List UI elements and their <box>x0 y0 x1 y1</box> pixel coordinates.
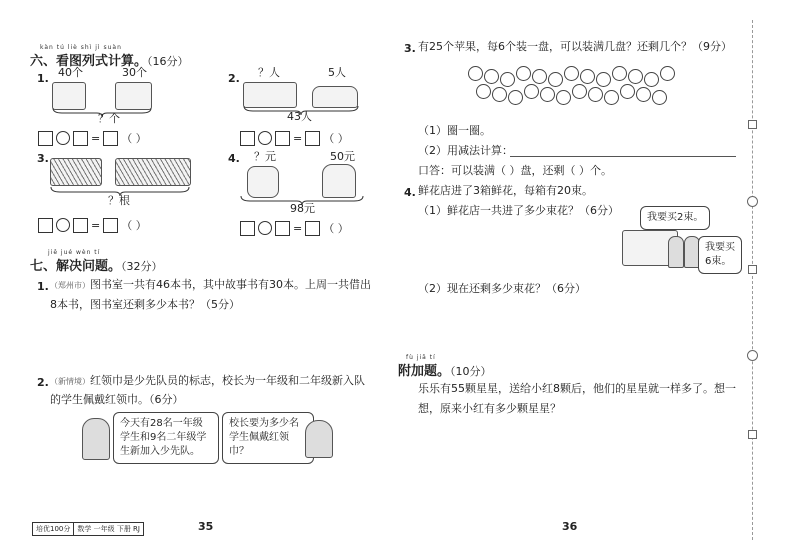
apple-icon <box>524 84 539 99</box>
apple-icon <box>636 87 651 102</box>
answer-box[interactable] <box>38 218 53 233</box>
answer-box[interactable] <box>275 221 290 236</box>
page-number-left: 35 <box>198 520 214 533</box>
q2-label-b: 5人 <box>328 66 346 79</box>
operator-circle[interactable] <box>56 218 70 232</box>
p1-text-line2: 8本书，图书室还剩多少本书？（5分） <box>50 298 240 311</box>
apple-icon <box>492 87 507 102</box>
q4-label-b: 50元 <box>330 150 355 163</box>
q3-total: ？根 <box>108 194 130 207</box>
apple-icon <box>532 69 547 84</box>
operator-circle[interactable] <box>258 131 272 145</box>
extra-text-line2: 想，原来小红有多少颗星星？ <box>418 402 561 415</box>
q1-total: ？个 <box>98 112 120 125</box>
extra-text-line1: 乐乐有55颗星星，送给小红8颗后，他们的星星就一样多了。想一 <box>418 382 736 395</box>
answer-box[interactable] <box>38 131 53 146</box>
buyer-figure-icon <box>668 236 684 268</box>
q3-number: 3. <box>37 152 49 165</box>
backpack-icon <box>247 166 279 198</box>
apple-icon <box>612 66 627 81</box>
footer-subject: 数学 一年级 下册 RJ <box>74 522 144 536</box>
footer-brand: 培优100分 <box>32 522 74 536</box>
boat-icon <box>115 82 152 110</box>
q4-label-a: ？元 <box>254 150 276 163</box>
left-footer <box>32 522 144 536</box>
answer-box[interactable] <box>275 131 290 146</box>
r-q3-answer-line[interactable] <box>510 156 736 157</box>
apple-icon <box>484 69 499 84</box>
apple-icon <box>516 66 531 81</box>
q3-equation: = （ ） <box>38 217 147 233</box>
q4-unit-blank[interactable]: （ ） <box>323 222 349 235</box>
extra-pinyin: fù jiā tí <box>406 354 436 361</box>
apple-icon <box>596 72 611 87</box>
page-number-right: 36 <box>562 520 578 533</box>
answer-box[interactable] <box>103 218 118 233</box>
apple-icon <box>564 66 579 81</box>
answer-box[interactable] <box>240 131 255 146</box>
speech-bubble-principal: 今天有28名一年级学生和9名二年级学生新加入少先队。 <box>113 412 219 464</box>
apple-icon <box>628 69 643 84</box>
r-q3-number: 3. <box>404 42 416 55</box>
r-q4-text: 鲜花店进了3箱鲜花，每箱有20束。 <box>418 184 593 197</box>
q4-equation: = （ ） <box>240 220 349 236</box>
answer-box[interactable] <box>305 131 320 146</box>
q1-unit-blank[interactable]: （ ） <box>121 132 147 145</box>
answer-box[interactable] <box>73 218 88 233</box>
speech-bubble-student: 校长要为多少名学生佩戴红领巾？ <box>222 412 314 464</box>
sec7-title: 七、解决问题。（32分） <box>30 259 163 274</box>
p2-number: 2. <box>37 376 49 389</box>
q1-label-b: 30个 <box>122 66 147 79</box>
p2-text: （新情境）红领巾是少先队员的标志，校长为一年级和二年级新入队 <box>50 374 365 387</box>
sticks-icon <box>50 158 102 186</box>
q2-total: 43人 <box>287 110 312 123</box>
apple-icon <box>660 66 675 81</box>
sec6-title: 六、看图列式计算。（16分） <box>30 54 189 69</box>
q2-unit-blank[interactable]: （ ） <box>323 132 349 145</box>
apple-icon <box>548 72 563 87</box>
apple-icon <box>556 90 571 105</box>
answer-box[interactable] <box>240 221 255 236</box>
apple-group <box>468 66 678 116</box>
q4-number: 4. <box>228 152 240 165</box>
apple-icon <box>572 84 587 99</box>
answer-box[interactable] <box>305 221 320 236</box>
r-q3-text: 有25个苹果，每6个装一盘，可以装满几盘？还剩几个？（9分） <box>418 40 732 53</box>
stick-bundles-icon <box>115 158 191 186</box>
sec6-pinyin: kàn tú liè shì jì suàn <box>40 44 122 51</box>
q3-unit-blank[interactable]: （ ） <box>121 219 147 232</box>
apple-icon <box>580 69 595 84</box>
binding-mark <box>748 430 757 439</box>
extra-title: 附加题。（10分） <box>398 364 492 379</box>
apple-icon <box>476 84 491 99</box>
sec7-pinyin: jiě jué wèn tí <box>48 249 101 256</box>
q1-label-a: 40个 <box>58 66 83 79</box>
principal-figure-icon <box>82 418 110 460</box>
p1-text: （郑州市）图书室一共有46本书，其中故事书有30本。上周一共借出 <box>50 278 371 291</box>
operator-circle[interactable] <box>56 131 70 145</box>
apple-icon <box>644 72 659 87</box>
r-q3-oral-answer: 口答：可以装满（ ）盘，还剩（ ）个。 <box>418 164 612 177</box>
p2-text-line2: 的学生佩戴红领巾。（6分） <box>50 393 184 406</box>
q2-equation: = （ ） <box>240 130 349 146</box>
r-q3-sub2: （2）用减法计算： <box>418 144 513 157</box>
binding-mark <box>748 265 757 274</box>
binding-line <box>752 20 753 540</box>
apple-icon <box>604 90 619 105</box>
binding-mark <box>748 120 757 129</box>
r-q4-sub1: （1）鲜花店一共进了多少束花？（6分） <box>418 204 619 217</box>
q4-total: 98元 <box>290 202 315 215</box>
q2-label-a: ？人 <box>258 66 280 79</box>
boat-icon <box>52 82 86 110</box>
jacket-icon <box>322 164 356 198</box>
q1-equation: = （ ） <box>38 130 147 146</box>
apple-icon <box>500 72 515 87</box>
q2-number: 2. <box>228 72 240 85</box>
apple-icon <box>540 87 555 102</box>
binding-hole <box>747 196 758 207</box>
r-q4-number: 4. <box>404 186 416 199</box>
speech-bubble-buyer2: 我要买6束。 <box>698 236 742 274</box>
operator-circle[interactable] <box>258 221 272 235</box>
binding-hole <box>747 350 758 361</box>
apple-icon <box>508 90 523 105</box>
apple-icon <box>588 87 603 102</box>
apple-icon <box>620 84 635 99</box>
p1-number: 1. <box>37 280 49 293</box>
answer-box[interactable] <box>73 131 88 146</box>
r-q3-sub1: （1）圈一圈。 <box>418 124 491 137</box>
answer-box[interactable] <box>103 131 118 146</box>
speech-bubble-buyer1: 我要买2束。 <box>640 206 710 230</box>
student-figure-icon <box>305 420 333 458</box>
r-q4-sub2: （2）现在还剩多少束花？（6分） <box>418 282 586 295</box>
apple-icon <box>652 90 667 105</box>
q1-number: 1. <box>37 72 49 85</box>
apple-icon <box>468 66 483 81</box>
